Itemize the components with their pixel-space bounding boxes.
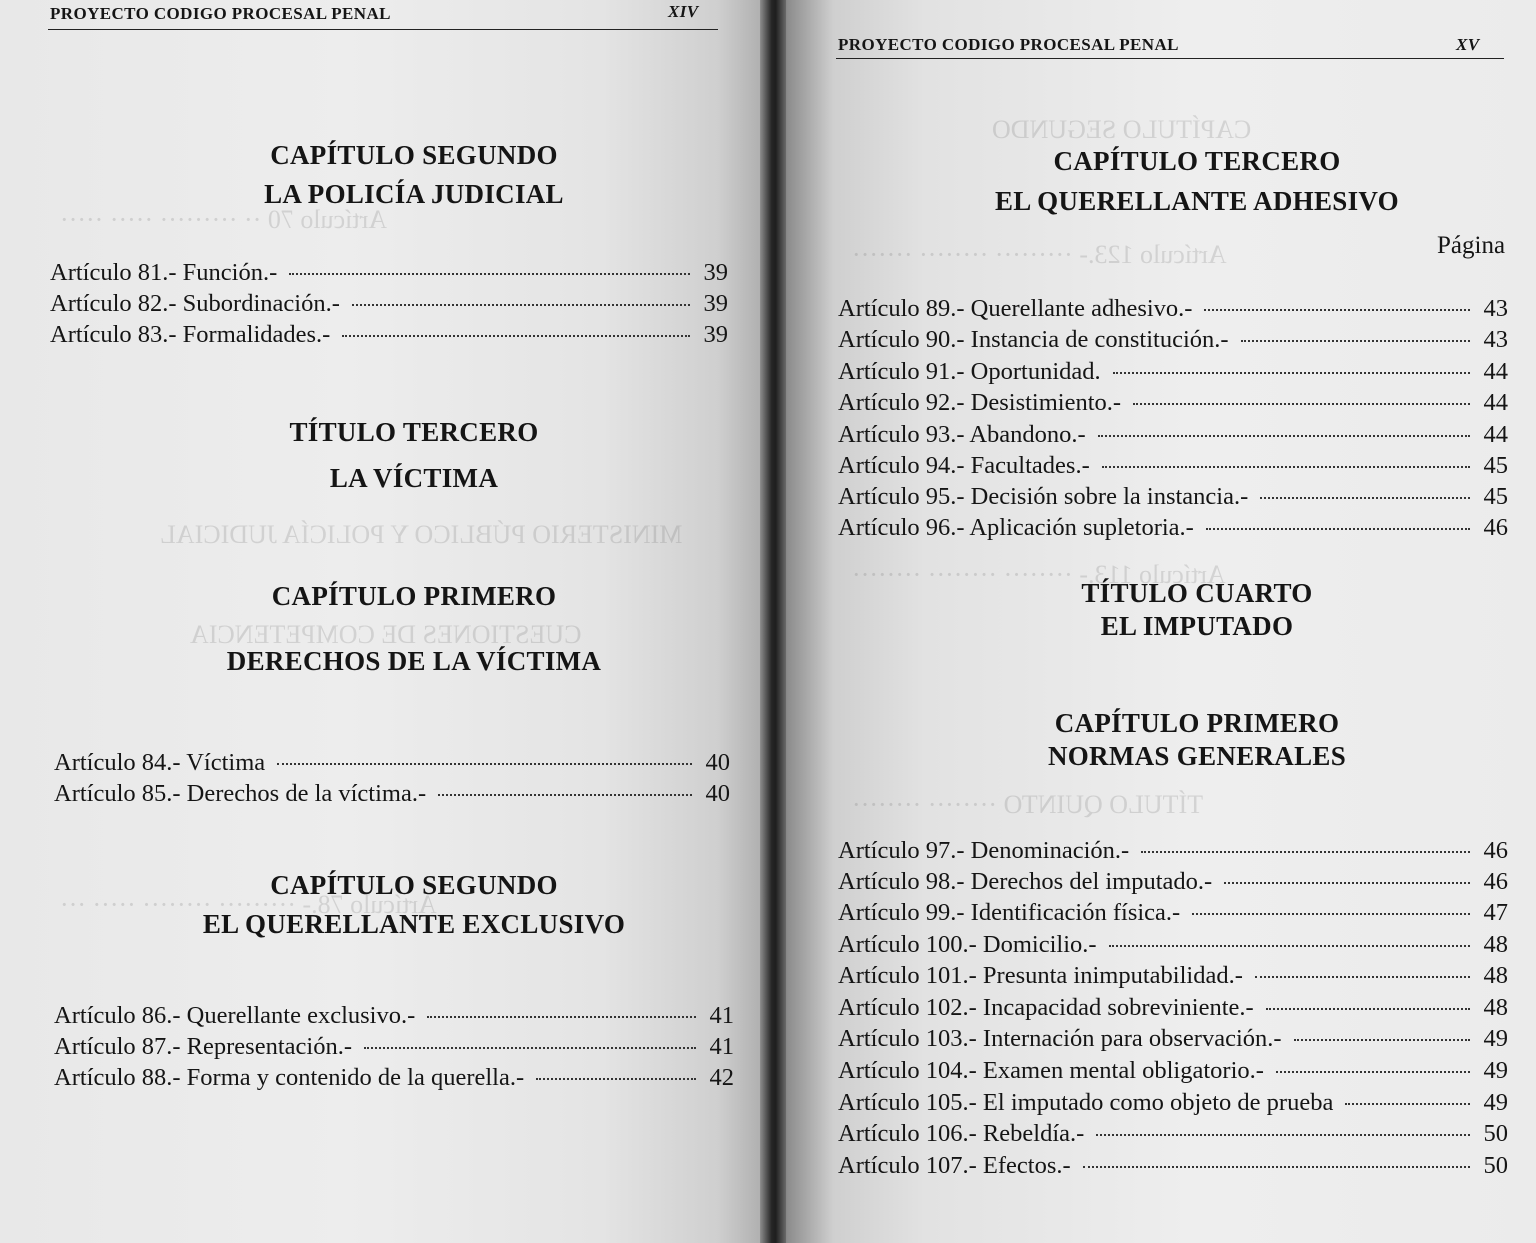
toc-entry[interactable] <box>838 899 1508 927</box>
toc-entry-label: Artículo 84.- Víctima <box>54 749 266 776</box>
toc-entry[interactable] <box>54 1002 734 1030</box>
page-number-roman: XIV <box>668 2 699 21</box>
toc-entry-page: 44 <box>1483 421 1508 448</box>
toc-entry-label: Artículo 90.- Instancia de constitución.- <box>838 326 1229 353</box>
running-head <box>838 35 1179 55</box>
dot-leader <box>536 1078 696 1080</box>
header-rule <box>48 29 718 30</box>
toc-entry-page: 46 <box>1483 514 1508 541</box>
running-head-title: PROYECTO CODIGO PROCESAL PENAL <box>838 35 1179 54</box>
running-head-title: PROYECTO CODIGO PROCESAL PENAL <box>50 4 391 23</box>
chapter-heading: CAPÍTULO SEGUNDO <box>270 870 558 900</box>
dot-leader <box>1098 435 1470 437</box>
dot-leader <box>277 763 692 765</box>
toc-entry-page: 43 <box>1483 326 1508 353</box>
page-column-label: Página <box>1437 232 1506 259</box>
toc-entry[interactable] <box>838 1089 1508 1117</box>
dot-leader <box>1345 1103 1470 1105</box>
chapter-subtitle: NORMAS GENERALES <box>1047 741 1347 771</box>
folio <box>1456 35 1479 55</box>
toc-entry-label: Artículo 105.- El imputado como objeto de prueba <box>838 1089 1334 1116</box>
toc-entry[interactable] <box>838 1057 1508 1085</box>
right-page <box>772 0 1536 1243</box>
chapter-heading: CAPÍTULO PRIMERO <box>271 581 557 611</box>
dot-leader <box>1276 1071 1470 1073</box>
toc-entry[interactable] <box>838 931 1508 959</box>
dot-leader <box>1224 882 1470 884</box>
toc-entry-page: 48 <box>1483 994 1508 1021</box>
dot-leader <box>1266 1008 1470 1010</box>
toc-entry-label: Artículo 85.- Derechos de la víctima.- <box>54 780 427 807</box>
show-through-text: TÍTULO QUINTO ········ ········ <box>852 790 1204 819</box>
toc-entry-page: 47 <box>1483 899 1508 926</box>
toc-entry-page: 42 <box>709 1064 734 1091</box>
folio <box>668 2 699 22</box>
dot-leader <box>1206 528 1470 530</box>
toc-entry-page: 46 <box>1483 868 1508 895</box>
dot-leader <box>1255 976 1470 978</box>
toc-entry[interactable] <box>54 1033 734 1061</box>
toc-entry-page: 49 <box>1483 1025 1508 1052</box>
toc-entry-label: Artículo 89.- Querellante adhesivo.- <box>838 295 1193 322</box>
title-heading: TÍTULO CUARTO <box>1081 578 1313 608</box>
toc-entry-page: 45 <box>1483 483 1508 510</box>
toc-entry[interactable] <box>838 868 1508 896</box>
toc-entry-label: Artículo 101.- Presunta inimputabilidad.- <box>838 962 1243 989</box>
toc-entry[interactable] <box>838 421 1508 449</box>
toc-entry-label: Artículo 82.- Subordinación.- <box>50 290 340 317</box>
toc-entry-label: Artículo 88.- Forma y contenido de la querella.- <box>54 1064 525 1091</box>
dot-leader <box>1102 466 1470 468</box>
toc-entry-page: 44 <box>1483 358 1508 385</box>
toc-entry-page: 43 <box>1483 295 1508 322</box>
toc-entry-label: Artículo 92.- Desistimiento.- <box>838 389 1122 416</box>
toc-entry[interactable] <box>838 514 1508 542</box>
toc-entry[interactable] <box>838 1120 1508 1148</box>
toc-entry-label: Artículo 97.- Denominación.- <box>838 837 1130 864</box>
book-gutter <box>760 0 786 1243</box>
dot-leader <box>364 1047 696 1049</box>
toc-entry-label: Artículo 95.- Decisión sobre la instancia.- <box>838 483 1249 510</box>
title-heading: TÍTULO TERCERO <box>289 417 539 447</box>
dot-leader <box>1260 497 1470 499</box>
toc-entry[interactable] <box>838 962 1508 990</box>
toc-entry-page: 40 <box>705 780 730 807</box>
dot-leader <box>1096 1134 1470 1136</box>
toc-entry[interactable] <box>838 994 1508 1022</box>
toc-entry-label: Artículo 99.- Identificación física.- <box>838 899 1181 926</box>
toc-entry[interactable] <box>54 749 730 777</box>
toc-entry-page: 39 <box>703 321 728 348</box>
show-through-text: CAPÍTULO SEGUNDO <box>992 115 1252 144</box>
toc-entry[interactable] <box>54 1064 734 1092</box>
show-through-text: CUESTIONES DE COMPETENCIA <box>190 620 582 649</box>
toc-entry-page: 45 <box>1483 452 1508 479</box>
chapter-subtitle: LA POLICÍA JUDICIAL <box>264 179 564 209</box>
chapter-subtitle: DERECHOS DE LA VÍCTIMA <box>226 646 602 676</box>
dot-leader <box>1192 913 1470 915</box>
dot-leader <box>1083 1166 1470 1168</box>
dot-leader <box>1204 309 1470 311</box>
show-through-text: Artículo 123.- ········· ········ ······· <box>852 240 1227 269</box>
title-subtitle: EL IMPUTADO <box>1100 611 1294 641</box>
chapter-heading: CAPÍTULO SEGUNDO <box>270 140 558 170</box>
toc-entry-page: 48 <box>1483 962 1508 989</box>
toc-entry-label: Artículo 83.- Formalidades.- <box>50 321 331 348</box>
toc-entry-label: Artículo 100.- Domicilio.- <box>838 931 1097 958</box>
toc-entry-label: Artículo 104.- Examen mental obligatorio.- <box>838 1057 1264 1084</box>
toc-entry-page: 49 <box>1483 1089 1508 1116</box>
toc-entry[interactable] <box>838 1025 1508 1053</box>
page-number-roman: XV <box>1456 35 1480 54</box>
dot-leader <box>352 304 690 306</box>
header-rule <box>836 58 1504 59</box>
dot-leader <box>342 335 690 337</box>
toc-entry-label: Artículo 98.- Derechos del imputado.- <box>838 868 1213 895</box>
chapter-subtitle: EL QUERELLANTE ADHESIVO <box>995 186 1399 216</box>
chapter-heading: CAPÍTULO TERCERO <box>1053 146 1341 176</box>
dot-leader <box>1294 1039 1470 1041</box>
toc-entry-page: 39 <box>703 290 728 317</box>
toc-entry[interactable] <box>50 259 728 287</box>
toc-entry-label: Artículo 96.- Aplicación supletoria.- <box>838 514 1194 541</box>
toc-entry-label: Artículo 94.- Facultades.- <box>838 452 1090 479</box>
toc-entry-page: 46 <box>1483 837 1508 864</box>
toc-entry-page: 39 <box>703 259 728 286</box>
running-head <box>50 4 391 24</box>
toc-entry-label: Artículo 93.- Abandono.- <box>838 421 1086 448</box>
show-through-text: MINISTERIO PÚBLICO Y POLICÍA JUDICIAL <box>160 520 683 549</box>
show-through-text: Artículo 78.- ········· ········ ····· ··· <box>60 890 437 919</box>
toc-entry[interactable] <box>838 326 1508 354</box>
toc-entry[interactable] <box>838 837 1508 865</box>
toc-entry-page: 41 <box>709 1033 734 1060</box>
dot-leader <box>1241 340 1470 342</box>
toc-entry-page: 44 <box>1483 389 1508 416</box>
chapter-heading: CAPÍTULO PRIMERO <box>1054 708 1340 738</box>
toc-entry[interactable] <box>838 452 1508 480</box>
dot-leader <box>289 273 690 275</box>
toc-entry-page: 50 <box>1483 1152 1508 1179</box>
toc-entry-label: Artículo 103.- Internación para observación.- <box>838 1025 1282 1052</box>
toc-entry-label: Artículo 106.- Rebeldía.- <box>838 1120 1085 1147</box>
toc-entry[interactable] <box>838 358 1508 386</box>
toc-entry[interactable] <box>838 295 1508 323</box>
toc-entry[interactable] <box>838 389 1508 417</box>
toc-entry[interactable] <box>838 1152 1508 1180</box>
toc-entry-page: 40 <box>705 749 730 776</box>
toc-entry-label: Artículo 87.- Representación.- <box>54 1033 352 1060</box>
dot-leader <box>427 1016 696 1018</box>
toc-entry-label: Artículo 107.- Efectos.- <box>838 1152 1071 1179</box>
toc-entry[interactable] <box>54 780 730 808</box>
show-through-text: Artículo 70 ·· ········· ····· ····· <box>60 205 387 234</box>
toc-entry-label: Artículo 81.- Función.- <box>50 259 278 286</box>
chapter-subtitle: EL QUERELLANTE EXCLUSIVO <box>202 909 626 939</box>
toc-entry-page: 41 <box>709 1002 734 1029</box>
dot-leader <box>1109 945 1470 947</box>
toc-entry-label: Artículo 91.- Oportunidad. <box>838 358 1101 385</box>
toc-entry-page: 49 <box>1483 1057 1508 1084</box>
toc-entry-label: Artículo 102.- Incapacidad sobreviniente.- <box>838 994 1254 1021</box>
title-subtitle: LA VÍCTIMA <box>329 463 499 493</box>
toc-entry-page: 48 <box>1483 931 1508 958</box>
show-through-text: Artículo 113.- ········ ········ ········ <box>852 560 1226 589</box>
dot-leader <box>1113 372 1470 374</box>
toc-entry[interactable] <box>838 483 1508 511</box>
toc-entry-label: Artículo 86.- Querellante exclusivo.- <box>54 1002 416 1029</box>
dot-leader <box>438 794 692 796</box>
toc-entry-page: 50 <box>1483 1120 1508 1147</box>
toc-entry[interactable] <box>50 321 728 349</box>
toc-entry[interactable] <box>50 290 728 318</box>
dot-leader <box>1141 851 1470 853</box>
dot-leader <box>1133 403 1470 405</box>
